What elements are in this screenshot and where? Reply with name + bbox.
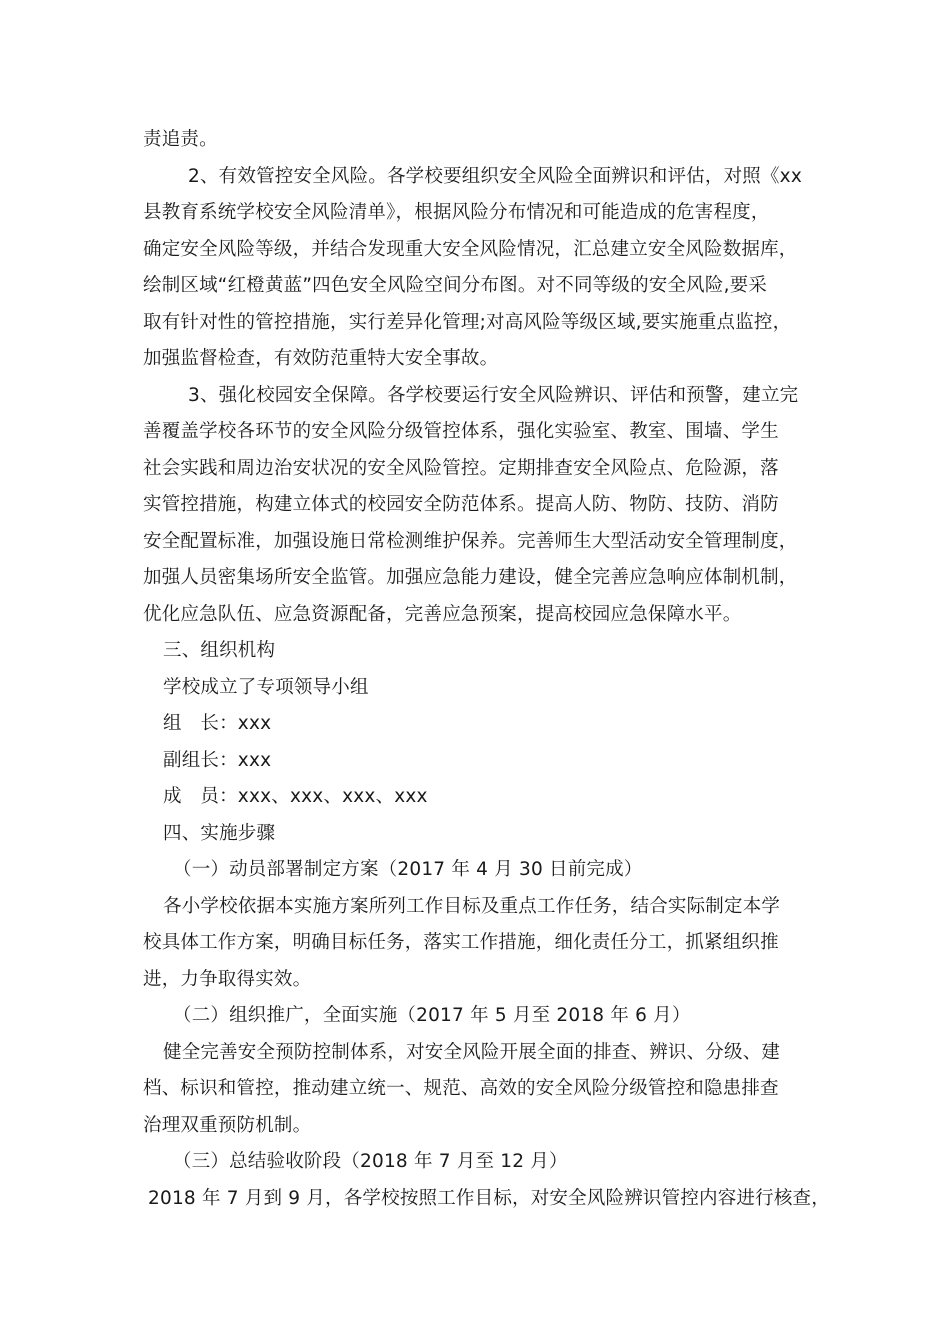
document-body [143, 122, 830, 1217]
text-line: 2、有效管控安全风险。各学校要组织安全风险全面辨识和评估，对照《xx [188, 165, 802, 187]
text-line: 校具体工作方案，明确目标任务，落实工作措施，细化责任分工，抓紧组织推 [143, 932, 779, 953]
text-line: 档、标识和管控，推动建立统一、规范、高效的安全风险分级管控和隐患排查 [143, 1078, 779, 1099]
text-line: 绘制区域“红橙黄蓝”四色安全风险空间分布图。对不同等级的安全风险,要采 [143, 275, 768, 296]
text-line: （一）动员部署制定方案（2017 年 4 月 30 日前完成） [173, 859, 643, 880]
text-line: 进，力争取得实效。 [143, 968, 312, 990]
text-line: 健全完善安全预防控制体系，对安全风险开展全面的排查、辨识、分级、建 [163, 1041, 781, 1063]
text-line: 3、强化校园安全保障。各学校要运行安全风险辨识、评估和预警，建立完 [188, 384, 799, 406]
text-line: 确定安全风险等级，并结合发现重大安全风险情况，汇总建立安全风险数据库， [143, 238, 798, 260]
text-line: 县教育系统学校安全风险清单》，根据风险分布情况和可能造成的危害程度， [143, 202, 770, 223]
text-line: 各小学校依据本实施方案所列工作目标及重点工作任务，结合实际制定本学 [163, 895, 781, 917]
text-line: 善覆盖学校各环节的安全风险分级管控体系，强化实验室、教室、围墙、学生 [143, 421, 779, 442]
text-line: 三、组织机构 [163, 640, 276, 661]
text-line: 四、实施步骤 [163, 822, 276, 844]
text-line: 加强人员密集场所安全监管。加强应急能力建设，健全完善应急响应体制机制， [143, 567, 798, 588]
text-line: 治理双重预防机制。 [143, 1114, 312, 1136]
text-line: 加强监督检查，有效防范重特大安全事故。 [143, 348, 499, 369]
text-line: 学校成立了专项领导小组 [163, 676, 369, 698]
text-line: 实管控措施，构建立体式的校园安全防范体系。提高人防、物防、技防、消防 [143, 494, 779, 515]
text-line: 副组长：xxx [163, 749, 272, 771]
text-line: 责追责。 [143, 129, 218, 150]
text-line: 取有针对性的管控措施，实行差异化管理;对高风险等级区域,要实施重点监控， [143, 311, 792, 333]
text-line: 组 长：xxx [163, 713, 272, 734]
text-line: 2018 年 7 月到 9 月，各学校按照工作目标，对安全风险辨识管控内容进行核查， [148, 1187, 830, 1209]
text-line: 优化应急队伍、应急资源配备，完善应急预案，提高校园应急保障水平。 [143, 603, 742, 625]
text-line: （三）总结验收阶段（2018 年 7 月至 12 月） [173, 1151, 568, 1172]
text-line: 成 员：xxx、xxx、xxx、xxx [163, 786, 428, 807]
text-line: 安全配置标准，加强设施日常检测维护保养。完善师生大型活动安全管理制度， [143, 530, 798, 552]
text-line: 社会实践和周边治安状况的安全风险管控。定期排查安全风险点、危险源，落 [143, 457, 779, 479]
text-line: （二）组织推广，全面实施（2017 年 5 月至 2018 年 6 月） [173, 1005, 691, 1026]
